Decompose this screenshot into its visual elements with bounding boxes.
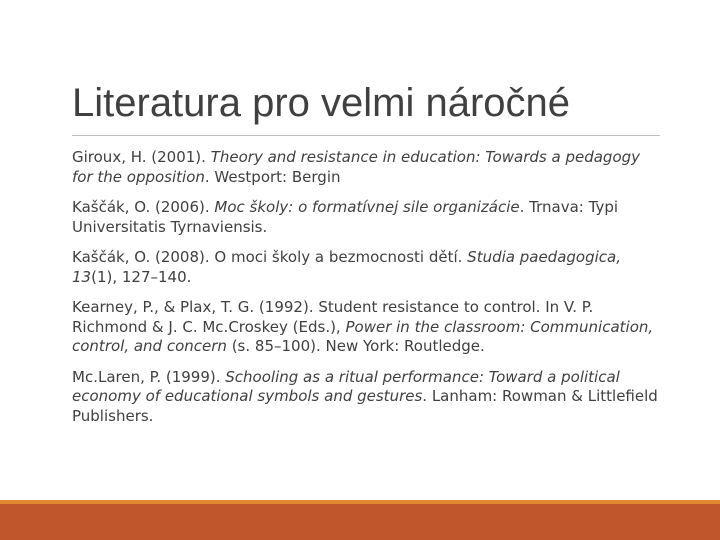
reference-item bbox=[72, 248, 662, 287]
reference-italic-title: Theory and resistance in education: Towards a pedagogy for the opposition bbox=[72, 148, 641, 186]
reference-item bbox=[72, 198, 662, 237]
slide-title: Literatura pro velmi náročné bbox=[72, 81, 571, 125]
reference-text: Giroux, H. (2001). bbox=[72, 148, 211, 166]
reference-item bbox=[72, 298, 662, 357]
reference-text: Kaščák, O. (2008). O moci školy a bezmocnosti dětí. bbox=[72, 248, 468, 266]
reference-italic-title: Schooling as a ritual performance: Toward a political economy of educational symbols and gestures bbox=[72, 367, 620, 405]
footer-bar bbox=[0, 504, 720, 540]
reference-item bbox=[72, 368, 662, 427]
reference-text: Mc.Laren, P. (1999). bbox=[72, 367, 226, 386]
reference-italic-title: Power in the classroom: Communication, control, and concern bbox=[72, 317, 654, 355]
reference-text: Kearney, P., & Plax, T. G. (1992). Student resistance to control. In V. P. Richmond & J. C. Mc.Croskey (Eds.), bbox=[72, 298, 594, 336]
reference-item bbox=[72, 148, 662, 187]
reference-text: Kaščák, O. (2006). bbox=[72, 198, 215, 216]
reference-list bbox=[72, 148, 662, 437]
reference-publisher: . Westport: Bergin bbox=[204, 167, 341, 186]
title-divider bbox=[72, 135, 660, 136]
reference-publisher: (1), 127–140. bbox=[91, 267, 192, 286]
reference-italic-title: Moc školy: o formatívnej sile organizácie bbox=[214, 198, 520, 216]
reference-italic-title: Studia paedagogica, 13 bbox=[72, 248, 621, 286]
reference-publisher: (s. 85–100). New York: Routledge. bbox=[226, 337, 485, 355]
reference-publisher: . Lanham: Rowman & Littlefield Publishers. bbox=[72, 387, 658, 425]
reference-publisher: . Trnava: Typi Universitatis Tyrnaviensis. bbox=[72, 198, 619, 236]
